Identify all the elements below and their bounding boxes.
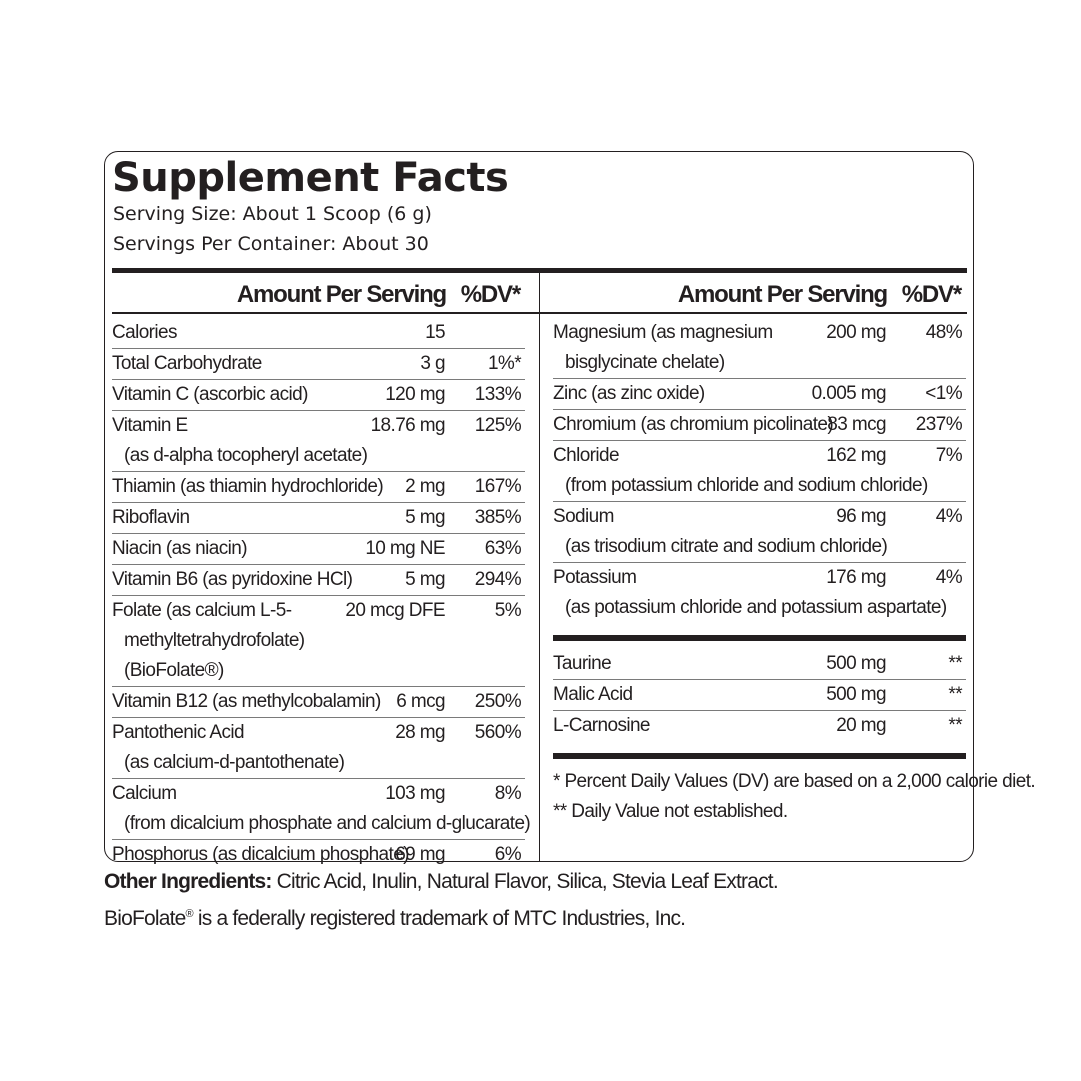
nutrient-name: Vitamin B6 (as pyridoxine HCl) (112, 569, 353, 590)
nutrient-row (553, 680, 966, 711)
nutrient-row (553, 441, 966, 502)
nutrient-dv: 1%* (487, 353, 521, 374)
nutrient-dv: 385% (474, 507, 521, 528)
nutrient-row (553, 711, 966, 741)
nutrient-amount: 10 mg NE (365, 538, 445, 559)
nutrient-name: Thiamin (as thiamin hydrochloride) (112, 476, 384, 497)
nutrient-dv: 5% (494, 600, 521, 621)
nutrient-amount: 5 mg (405, 569, 445, 590)
nutrient-line (553, 410, 966, 440)
nutrient-row (112, 534, 525, 565)
nutrient-amount: 103 mg (385, 783, 445, 804)
nutrient-amount: 6 mcg (396, 691, 445, 712)
nutrient-name: Chromium (as chromium picolinate) (553, 414, 834, 435)
right-dv-header: %DV* (901, 281, 961, 308)
nutrient-dv: 4% (935, 506, 962, 527)
nutrient-source: (as trisodium citrate and sodium chloride) (565, 536, 888, 557)
nutrient-name: Magnesium (as magnesium (553, 322, 773, 343)
nutrient-line (112, 687, 525, 717)
nutrient-row (112, 840, 525, 870)
nutrient-row (112, 380, 525, 411)
nutrient-name: Total Carbohydrate (112, 353, 262, 374)
nutrient-line (112, 318, 525, 348)
nutrient-amount: 0.005 mg (811, 383, 886, 404)
serving-size: Serving Size: About 1 Scoop (6 g) (113, 203, 432, 225)
footnote: ** Daily Value not established. (553, 801, 788, 822)
nutrient-line (112, 779, 525, 809)
nutrient-row (112, 779, 531, 840)
other-ingredients-text: Citric Acid, Inulin, Natural Flavor, Silica, Stevia Leaf Extract. (271, 870, 778, 893)
nutrient-amount: 18.76 mg (370, 415, 445, 436)
nutrient-line (112, 503, 525, 533)
nutrient-dv: 167% (474, 476, 521, 497)
nutrient-amount: 15 (425, 322, 445, 343)
nutrient-row (553, 318, 966, 379)
nutrient-name: Pantothenic Acid (112, 722, 244, 743)
nutrient-line (112, 380, 525, 410)
left-amount-header: Amount Per Serving (236, 281, 446, 308)
nutrient-dv: 48% (925, 322, 962, 343)
nutrient-row (553, 649, 966, 680)
nutrient-name: Phosphorus (as dicalcium phosphate) (112, 844, 409, 865)
nutrient-line (553, 502, 966, 532)
nutrient-dv: 294% (474, 569, 521, 590)
nutrient-row (112, 349, 525, 380)
nutrient-name: Vitamin B12 (as methylcobalamin) (112, 691, 381, 712)
nutrient-source: (from potassium chloride and sodium chloride) (565, 475, 928, 496)
nutrient-dv: 4% (935, 567, 962, 588)
nutrient-amount: 162 mg (826, 445, 886, 466)
nutrient-subline (112, 809, 531, 839)
nutrient-subline (553, 471, 966, 501)
nutrient-subline (112, 748, 525, 778)
nutrient-dv: 7% (935, 445, 962, 466)
nutrient-dv: ** (948, 684, 962, 705)
nutrient-name: Riboflavin (112, 507, 190, 528)
nutrient-row (112, 718, 525, 779)
footnote-thick-rule (553, 753, 966, 759)
other-ingredients-label: Other Ingredients: (104, 870, 272, 893)
panel-title: Supplement Facts (112, 155, 509, 201)
nutrient-line (112, 565, 525, 595)
trademark-note (104, 899, 685, 934)
nutrient-subline (553, 532, 966, 562)
nutrient-source: (from dicalcium phosphate and calcium d-glucarate) (124, 813, 531, 834)
servings-per-container: Servings Per Container: About 30 (113, 233, 429, 255)
nutrient-line (553, 649, 966, 679)
nutrient-amount: 96 mg (836, 506, 886, 527)
nutrient-source: methyltetrahydrofolate) (124, 630, 305, 651)
trademark-brand: BioFolate (104, 907, 186, 930)
nutrient-amount: 176 mg (826, 567, 886, 588)
nutrient-line (112, 596, 525, 626)
right-amount-header: Amount Per Serving (677, 281, 887, 308)
nutrient-amount: 2 mg (405, 476, 445, 497)
nutrient-name: Calories (112, 322, 177, 343)
nutrient-name: Malic Acid (553, 684, 633, 705)
nutrient-subline (553, 348, 966, 378)
nutrient-name: Taurine (553, 653, 612, 674)
nutrient-name: Sodium (553, 506, 614, 527)
nutrient-subline (112, 656, 525, 686)
nutrient-row (112, 565, 525, 596)
nutrient-name: L-Carnosine (553, 715, 650, 736)
nutrient-subline (553, 593, 966, 623)
nutrient-line (553, 318, 966, 348)
nutrient-row (112, 318, 525, 349)
nutrient-dv: 8% (494, 783, 521, 804)
nutrient-name: Vitamin E (112, 415, 188, 436)
left-dv-header: %DV* (460, 281, 520, 308)
left-nutrient-column (112, 318, 531, 870)
nutrient-amount: 20 mcg DFE (345, 600, 445, 621)
nutrient-row (553, 379, 966, 410)
nutrient-amount: 3 g (420, 353, 445, 374)
nutrient-name: Calcium (112, 783, 177, 804)
nutrient-row (112, 503, 525, 534)
nutrient-name: Vitamin C (ascorbic acid) (112, 384, 308, 405)
other-ingredients (104, 867, 778, 897)
nutrient-amount: 83 mcg (827, 414, 886, 435)
nutrient-row (112, 411, 525, 472)
nutrient-source: (as d-alpha tocopheryl acetate) (124, 445, 368, 466)
nutrient-line (553, 441, 966, 471)
nutrient-dv: 133% (474, 384, 521, 405)
nutrient-name: Niacin (as niacin) (112, 538, 247, 559)
right-nutrient-column (553, 318, 1036, 827)
nutrient-line (553, 379, 966, 409)
nutrient-amount: 20 mg (836, 715, 886, 736)
nutrient-subline (112, 441, 525, 471)
nutrient-name: Potassium (553, 567, 637, 588)
nutrient-dv: 237% (915, 414, 962, 435)
nutrient-amount: 120 mg (385, 384, 445, 405)
nutrient-row (112, 472, 525, 503)
nutrient-line (112, 718, 525, 748)
nutrient-amount: 5 mg (405, 507, 445, 528)
nutrient-line (112, 472, 525, 502)
nutrient-row (112, 596, 525, 687)
nutrient-line (112, 349, 525, 379)
registered-mark: ® (185, 908, 193, 920)
nutrient-amount: 69 mg (395, 844, 445, 865)
nutrient-row (553, 502, 966, 563)
nutrient-amount: 28 mg (395, 722, 445, 743)
nutrient-name: Chloride (553, 445, 619, 466)
nutrient-dv: <1% (925, 383, 962, 404)
trademark-text: is a federally registered trademark of MTC Industries, Inc. (192, 907, 686, 930)
nutrient-dv: 560% (474, 722, 521, 743)
footnote: * Percent Daily Values (DV) are based on a 2,000 calorie diet. (553, 771, 1036, 792)
nutrient-line (553, 711, 966, 741)
nutrient-line (112, 411, 525, 441)
nutrient-row (553, 410, 966, 441)
nutrient-dv: 6% (494, 844, 521, 865)
nutrient-source: (BioFolate®) (124, 660, 224, 681)
column-divider (539, 268, 540, 862)
nutrient-name: Folate (as calcium L-5- (112, 600, 292, 621)
nutrient-amount: 500 mg (826, 684, 886, 705)
nutrient-dv: 125% (474, 415, 521, 436)
nutrient-dv: ** (948, 715, 962, 736)
nutrient-subline (112, 626, 525, 656)
nutrient-name: Zinc (as zinc oxide) (553, 383, 705, 404)
nutrient-line (112, 840, 525, 870)
section-thick-rule (553, 635, 966, 641)
nutrient-row (553, 563, 966, 623)
nutrient-dv: ** (948, 653, 962, 674)
nutrient-amount: 200 mg (826, 322, 886, 343)
nutrient-line (553, 680, 966, 710)
nutrient-source: bisglycinate chelate) (565, 352, 725, 373)
nutrient-source: (as potassium chloride and potassium aspartate) (565, 597, 947, 618)
nutrient-line (112, 534, 525, 564)
nutrient-row (112, 687, 525, 718)
nutrient-line (553, 563, 966, 593)
nutrient-dv: 250% (474, 691, 521, 712)
nutrient-source: (as calcium-d-pantothenate) (124, 752, 345, 773)
nutrient-dv: 63% (484, 538, 521, 559)
nutrient-amount: 500 mg (826, 653, 886, 674)
